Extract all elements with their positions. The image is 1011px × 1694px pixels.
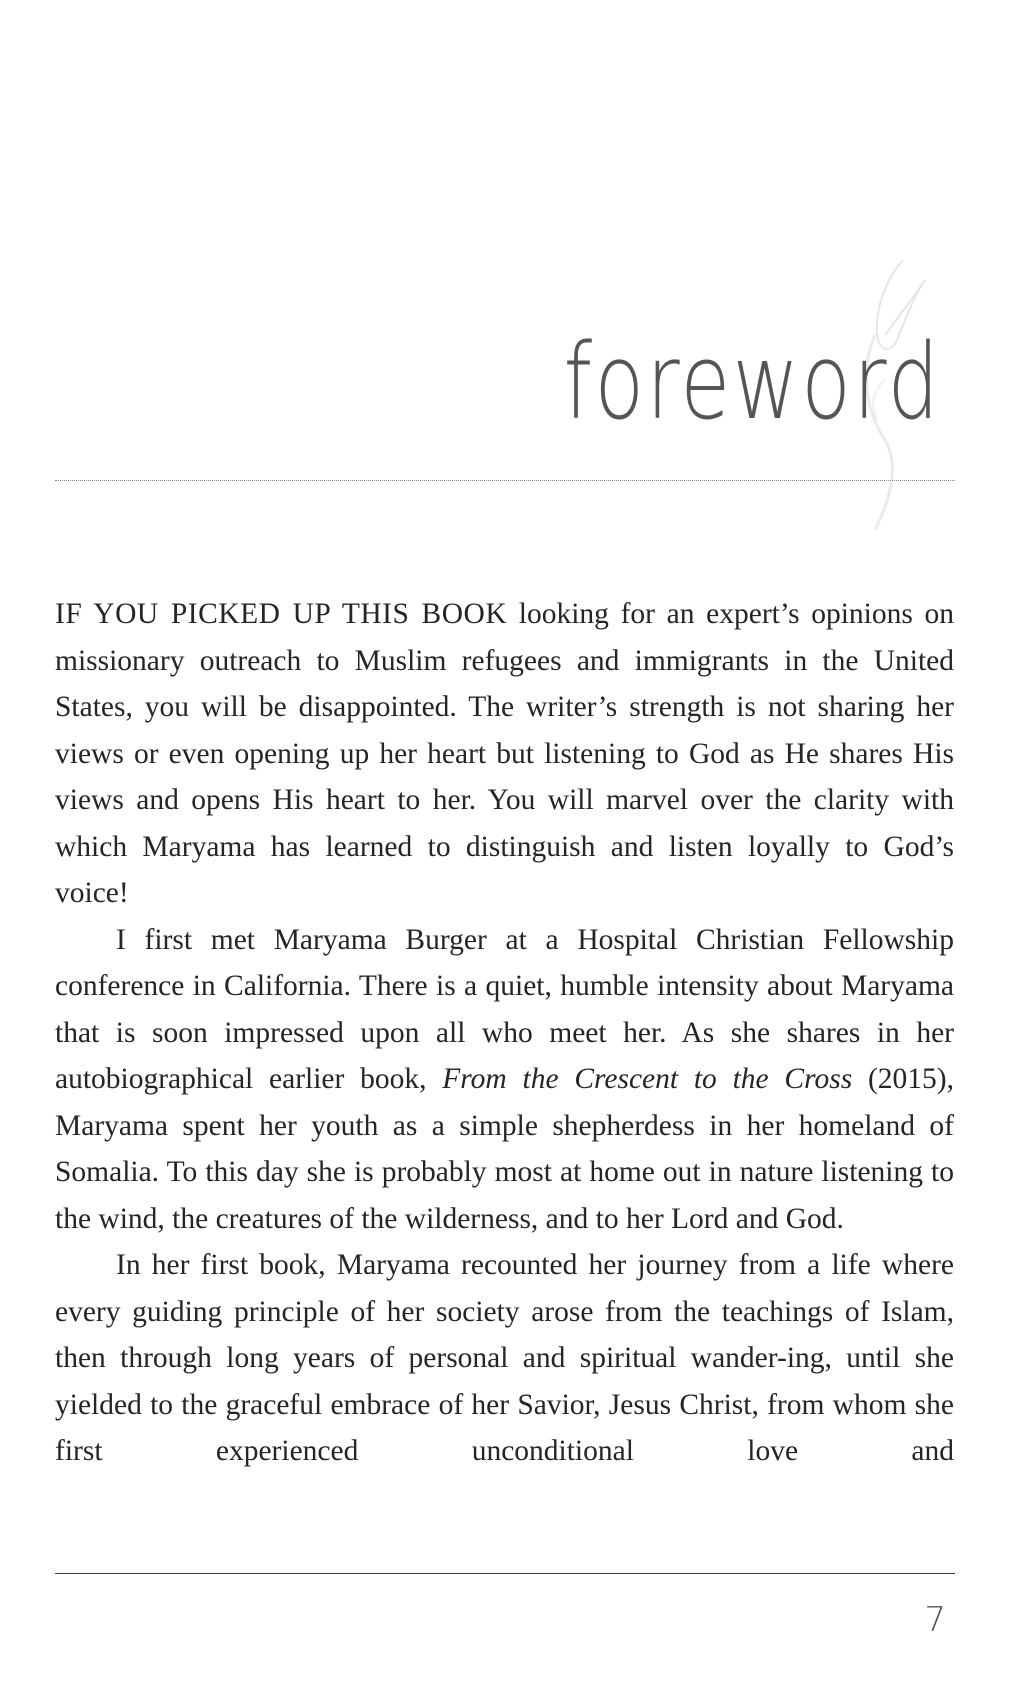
paragraph-1 (55, 591, 954, 917)
lead-in-caps: IF YOU PICKED UP THIS BOOK (55, 598, 508, 630)
paragraph-3: In her first book, Maryama recounted her journey from a life where every guiding principle of her society arose from the teachings of Islam, then through long years of personal and spiritual wander-ing, until she yielded to the graceful embrace of her Savior, Jesus Christ, from whom she first experienced unconditional love and (55, 1249, 954, 1467)
paragraph-2-text-a: I first met Maryama Burger at a Hospital Christian Fellowship conference in California. There is a quiet, humble intensity about Maryama that is soon impressed upon all who meet her. As she shares in her autobiographical earlier book, (55, 923, 954, 1095)
body-text (55, 591, 954, 1475)
chapter-title: foreword (563, 321, 941, 443)
footer-divider (55, 1573, 955, 1574)
paragraph-1-text: looking for an expert’s opinions on missionary outreach to Muslim refugees and immigrants in the United States, you will be disappointed. The writer’s strength is not sharing her views or even opening up her heart but listening to God as He shares His views and opens His heart to her. You will marvel over the clarity with which Maryama has learned to distinguish and listen loyally to God’s voice! (55, 598, 954, 909)
title-divider (55, 480, 955, 481)
paragraph-2 (55, 917, 954, 1243)
book-title-italic: From the Crescent to the Cross (442, 1063, 853, 1095)
paragraph-2-text-b: (2015), Maryama spent her youth as a simple shepherdess in her homeland of Somalia. To this day she is probably most at home out in nature listening to the wind, the creatures of the wilderness, and to her Lord and God. (55, 1063, 954, 1235)
page-number: 7 (924, 1600, 946, 1640)
